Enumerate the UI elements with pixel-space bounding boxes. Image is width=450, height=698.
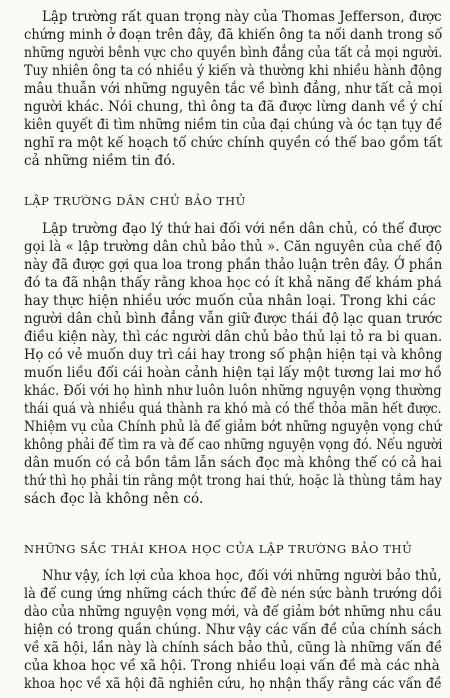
paragraph-2-line: thái quá và nhiều quá thành ra khó mà có thể thỏa mãn hết được.: [24, 401, 442, 417]
paragraph-1-line: cả những niềm tin đó.: [24, 153, 176, 169]
paragraph-3-line: khoa học về xã hội đã nghiên cứu, họ nhận thấy rằng các vấn đề: [24, 676, 442, 692]
paragraph-2-line: thứ thì họ phải tin rằng một trong hai thứ, hoặc là thùng tắm hay: [24, 473, 442, 489]
paragraph-2-line: dân muốn có cả bồn tắm lẫn sách đọc mà không thể có cả hai: [24, 455, 442, 471]
paragraph-1-line: những người bênh vực cho quyền bình đẳng của tất cả mọi người.: [24, 45, 443, 61]
paragraph-2-line: hay thực hiện nhiều ước muốn của nhân loại. Trong khi các: [24, 293, 436, 309]
paragraph-3-line: dào của những nguyện vọng mới, và để giảm bớt những nhu cầu: [24, 604, 442, 620]
paragraph-2-line: gọi là « lập trường dân chủ bảo thủ ». Căn nguyên của chế độ: [24, 239, 443, 255]
paragraph-3-line: của khoa học về xã hội. Trong nhiều loại vấn đề mà các nhà: [24, 658, 440, 674]
paragraph-2-line: này đã được gợi qua loa trong phần thảo luận trên đây. Ở phần: [24, 257, 443, 273]
paragraph-1-line: kiên quyết đi tìm những niềm tin của đại chúng và óc tạn tụy đề: [24, 117, 443, 133]
paragraph-2-line: điều kiện này, thì các người dân chủ bảo thủ lại tỏ ra bi quan.: [24, 329, 443, 345]
paragraph-1-line: nghĩ ra một kế hoạch tổ chức chính quyền có thể bao gồm tất: [24, 135, 443, 151]
paragraph-2-line: Nhiệm vụ của Chính phủ là để giảm bớt những nguyện vọng chứ: [24, 419, 442, 435]
paragraph-1-line: Tuy nhiên ông ta có nhiều ý kiến và thường khi nhiều hành động: [24, 63, 443, 79]
paragraph-2-line: Họ có vẻ muốn duy trì cái hay trong số phận hiện tại và không: [24, 347, 443, 363]
paragraph-3-line: là để cung ứng những cách thức để đè nén sức bành trướng dồi: [24, 586, 442, 602]
section-heading: NHỮNG SẮC THÁI KHOA HỌC CỦA LẬP TRƯỜNG BẢO THỦ: [24, 542, 413, 556]
paragraph-2-line: khác. Đối với họ hình như luôn luôn những nguyện vọng thường: [24, 383, 442, 399]
paragraph-2-line: muốn liều đổi cái hoàn cảnh hiện tại lấy một tương lai mơ hồ: [24, 365, 442, 381]
paragraph-1-line: mâu thuẫn với những nguyên tắc về bình đẳng, như tất cả mọi: [24, 81, 443, 97]
section-heading: LẬP TRƯỜNG DÂN CHỦ BẢO THỦ: [24, 194, 246, 208]
paragraph-2-line: sách đọc là không nên có.: [24, 491, 204, 507]
paragraph-1-line: Lập trường rất quan trọng này của Thomas Jefferson, được: [42, 9, 442, 25]
paragraph-1-line: người khác. Nói chung, thì ông ta đã được lừng danh về ý chí: [24, 99, 443, 115]
paragraph-2-line: đó ta đã nhận thấy rằng khoa học có ít khả năng để khám phá: [24, 275, 442, 291]
paragraph-1-line: chứng minh ở đoạn trên đây, đã khiến ông ta nổi danh trong số: [24, 27, 443, 43]
paragraph-3-line: về xã hội, lần này là chính sách bảo thủ, cũng là những vấn đề: [24, 640, 443, 656]
paragraph-3-line: Như vậy, ích lợi của khoa học, đối với những người bảo thủ,: [42, 568, 442, 584]
paragraph-2-line: Lập trường đạo lý thứ hai đối với nền dân chủ, có thể được: [42, 221, 442, 237]
paragraph-3-line: hiện có trong quần chúng. Như vậy các vấn đề của chính sách: [24, 622, 442, 638]
paragraph-2-line: người dân chủ bình đẳng vẫn giữ được thái độ lạc quan trước: [24, 311, 443, 327]
paragraph-2-line: không phải để tìm ra và để cao những nguyện vọng đó. Nếu người: [24, 437, 443, 453]
